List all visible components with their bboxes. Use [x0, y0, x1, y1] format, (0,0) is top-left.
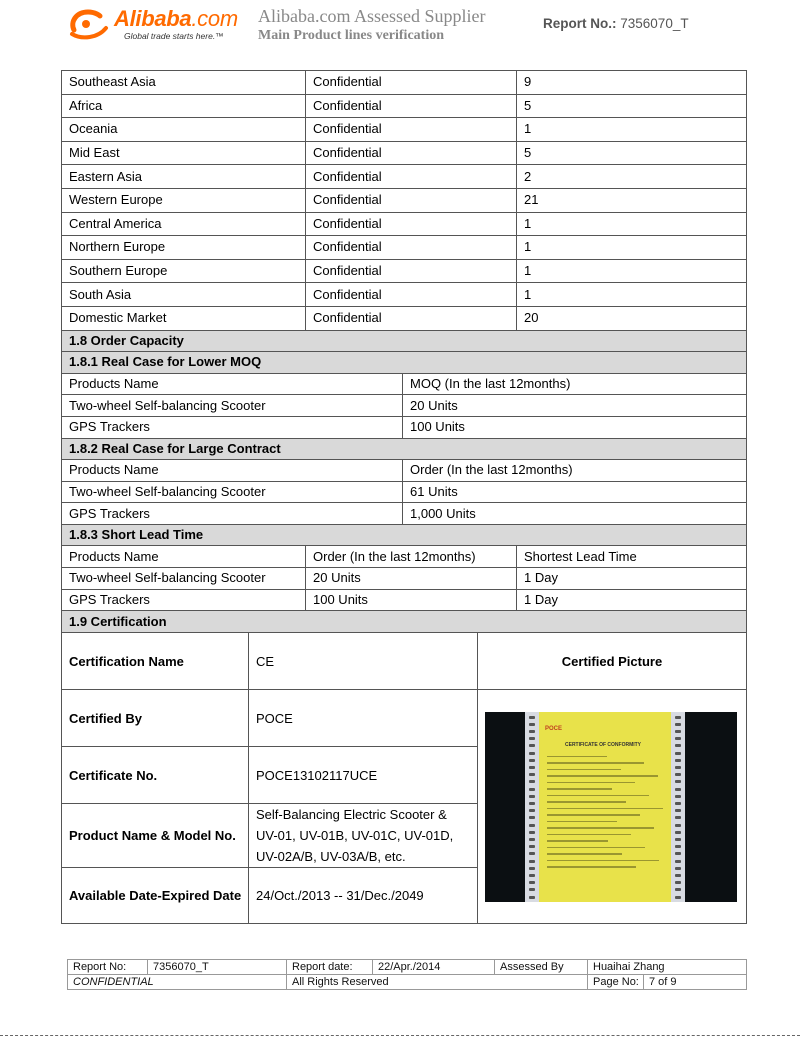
section-title-order-capacity: 1.8 Order Capacity [62, 330, 747, 352]
column-header: Products Name [62, 373, 403, 395]
date-range-value: 24/Oct./2013 -- 31/Dec./2049 [249, 868, 478, 924]
lead-time-value: 1 Day [517, 568, 747, 590]
page-footer [67, 959, 747, 990]
order-value: 1,000 Units [403, 503, 747, 525]
market-revenue: Confidential [306, 71, 517, 95]
logo-tagline: Global trade starts here.™ [124, 31, 224, 41]
market-revenue: Confidential [306, 94, 517, 118]
product-name: Two-wheel Self-balancing Scooter [62, 395, 403, 417]
page-header [0, 0, 800, 60]
table-row [62, 416, 747, 438]
market-count: 5 [517, 94, 747, 118]
table-row [62, 568, 747, 590]
certificate-no-label: Certificate No. [62, 747, 249, 804]
table-row [62, 165, 747, 189]
table-row [62, 212, 747, 236]
table-row [62, 546, 747, 568]
market-count: 1 [517, 283, 747, 307]
market-region: Western Europe [62, 188, 306, 212]
certificate-photo-title: CERTIFICATE OF CONFORMITY [565, 741, 642, 748]
product-model-line: UV-02A/B, UV-03A/B, etc. [256, 849, 406, 864]
certified-by-value: POCE [249, 690, 478, 747]
main-table [61, 70, 747, 633]
market-revenue: Confidential [306, 165, 517, 189]
section-title-large-contract: 1.8.2 Real Case for Large Contract [62, 438, 747, 460]
column-header: Shortest Lead Time [517, 546, 747, 568]
product-name: Two-wheel Self-balancing Scooter [62, 568, 306, 590]
market-revenue: Confidential [306, 283, 517, 307]
section-title-certification: 1.9 Certification [62, 611, 747, 633]
table-row [62, 118, 747, 142]
alibaba-logo [66, 4, 236, 46]
markets-table-body [62, 71, 747, 331]
table-row [62, 395, 747, 417]
certificate-photo-cell [478, 690, 747, 924]
market-count: 20 [517, 306, 747, 330]
market-region: Northern Europe [62, 236, 306, 260]
market-region: South Asia [62, 283, 306, 307]
market-count: 9 [517, 71, 747, 95]
footer-report-no: 7356070_T [148, 960, 287, 975]
market-revenue: Confidential [306, 118, 517, 142]
order-value: 100 Units [306, 589, 517, 611]
order-capacity-body [62, 330, 747, 632]
market-count: 5 [517, 141, 747, 165]
lead-time-value: 1 Day [517, 589, 747, 611]
page-divider [0, 1035, 800, 1036]
market-count: 1 [517, 118, 747, 142]
market-revenue: Confidential [306, 259, 517, 283]
product-model-line: UV-01, UV-01B, UV-01C, UV-01D, [256, 828, 454, 843]
table-row [62, 71, 747, 95]
market-count: 1 [517, 236, 747, 260]
market-region: Oceania [62, 118, 306, 142]
certification-table [61, 632, 747, 924]
market-count: 1 [517, 259, 747, 283]
footer-page-number: 7 of 9 [644, 975, 747, 990]
column-header: Products Name [62, 460, 403, 482]
table-row [62, 460, 747, 482]
market-region: Mid East [62, 141, 306, 165]
table-row [62, 690, 747, 747]
alibaba-smile-icon [66, 6, 112, 42]
date-range-label: Available Date-Expired Date [62, 868, 249, 924]
section-title-lower-moq: 1.8.1 Real Case for Lower MOQ [62, 352, 747, 374]
certificate-photo [485, 712, 737, 902]
market-region: Africa [62, 94, 306, 118]
table-row [62, 94, 747, 118]
market-region: Southeast Asia [62, 71, 306, 95]
header-subtitle: Main Product lines verification [258, 28, 444, 43]
market-region: Central America [62, 212, 306, 236]
table-row [62, 503, 747, 525]
product-model-label: Product Name & Model No. [62, 804, 249, 868]
footer-page-label: Page No: [588, 975, 644, 990]
product-model-line: Self-Balancing Electric Scooter & [256, 807, 447, 822]
table-row [62, 259, 747, 283]
moq-value: 100 Units [403, 416, 747, 438]
column-header: MOQ (In the last 12months) [403, 373, 747, 395]
order-value: 20 Units [306, 568, 517, 590]
table-row [62, 236, 747, 260]
market-revenue: Confidential [306, 212, 517, 236]
table-row [62, 589, 747, 611]
market-region: Eastern Asia [62, 165, 306, 189]
market-revenue: Confidential [306, 236, 517, 260]
market-revenue: Confidential [306, 306, 517, 330]
footer-assessed-by: Huaihai Zhang [588, 960, 747, 975]
footer-report-date: 22/Apr./2014 [373, 960, 495, 975]
product-model-value [249, 804, 478, 868]
footer-report-no-label: Report No: [68, 960, 148, 975]
table-row [62, 141, 747, 165]
table-row [62, 633, 747, 690]
footer-report-date-label: Report date: [287, 960, 373, 975]
table-row [62, 306, 747, 330]
table-row [62, 188, 747, 212]
market-count: 21 [517, 188, 747, 212]
header-report-number: Report No.: 7356070_T [543, 16, 689, 31]
certification-name-value: CE [249, 633, 478, 690]
table-row [62, 481, 747, 503]
certified-by-label: Certified By [62, 690, 249, 747]
footer-assessed-label: Assessed By [495, 960, 588, 975]
order-value: 61 Units [403, 481, 747, 503]
logo-wordmark: Alibaba.com [114, 6, 238, 31]
market-region: Domestic Market [62, 306, 306, 330]
column-header: Order (In the last 12months) [306, 546, 517, 568]
product-name: GPS Trackers [62, 589, 306, 611]
product-name: GPS Trackers [62, 416, 403, 438]
market-region: Southern Europe [62, 259, 306, 283]
product-name: Two-wheel Self-balancing Scooter [62, 481, 403, 503]
market-count: 2 [517, 165, 747, 189]
certification-name-label: Certification Name [62, 633, 249, 690]
market-revenue: Confidential [306, 141, 517, 165]
certificate-photo-logo: POCE [545, 725, 563, 732]
market-count: 1 [517, 212, 747, 236]
footer-rights: All Rights Reserved [287, 975, 588, 990]
column-header: Products Name [62, 546, 306, 568]
section-title-short-lead-time: 1.8.3 Short Lead Time [62, 524, 747, 546]
market-revenue: Confidential [306, 188, 517, 212]
moq-value: 20 Units [403, 395, 747, 417]
header-title: Alibaba.com Assessed Supplier [258, 6, 486, 26]
certificate-no-value: POCE13102117UCE [249, 747, 478, 804]
table-row [62, 373, 747, 395]
column-header: Order (In the last 12months) [403, 460, 747, 482]
footer-confidential: CONFIDENTIAL [68, 975, 287, 990]
certified-picture-label: Certified Picture [478, 633, 747, 690]
product-name: GPS Trackers [62, 503, 403, 525]
table-row [62, 283, 747, 307]
